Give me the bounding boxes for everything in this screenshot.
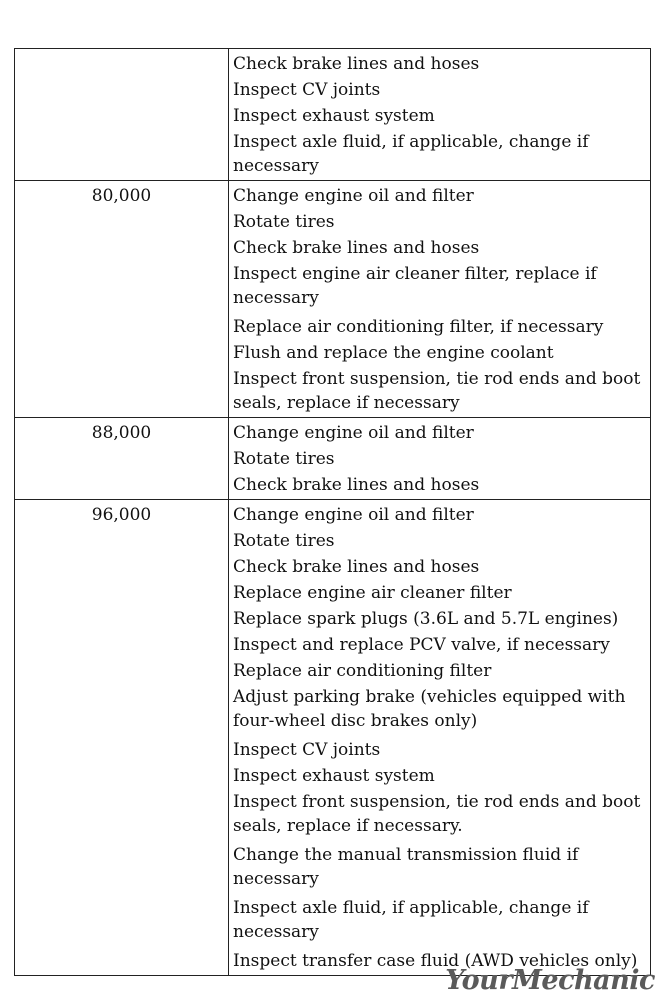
task-item: Inspect exhaust system <box>233 106 435 126</box>
task-item: Replace air conditioning filter <box>233 661 492 681</box>
task-item: Check brake lines and hoses <box>233 475 480 495</box>
task-item: Check brake lines and hoses <box>233 238 480 258</box>
task-item: Inspect engine air cleaner filter, replace if necessary <box>233 264 597 308</box>
task-item: Rotate tires <box>233 449 335 469</box>
maintenance-schedule-table <box>14 48 651 976</box>
schedule-row <box>15 181 651 418</box>
tasks-cell <box>229 181 651 418</box>
schedule-row <box>15 49 651 181</box>
task-item: Replace spark plugs (3.6L and 5.7L engines) <box>233 609 619 629</box>
mileage-cell: 88,000 <box>15 418 229 500</box>
yourmechanic-watermark-logo: YourMechanic <box>445 965 655 996</box>
task-item: Rotate tires <box>233 212 335 232</box>
task-item: Inspect exhaust system <box>233 766 435 786</box>
task-item: Replace air conditioning filter, if necessary <box>233 317 604 337</box>
task-item: Change engine oil and filter <box>233 423 474 443</box>
task-item: Inspect CV joints <box>233 740 381 760</box>
task-item: Flush and replace the engine coolant <box>233 343 554 363</box>
schedule-row <box>15 418 651 500</box>
task-item: Inspect front suspension, tie rod ends and boot seals, replace if necessary. <box>233 792 641 836</box>
tasks-cell <box>229 418 651 500</box>
task-item: Adjust parking brake (vehicles equipped with four-wheel disc brakes only) <box>233 687 626 731</box>
mileage-cell: 96,000 <box>15 500 229 976</box>
task-item: Inspect axle fluid, if applicable, change if necessary <box>233 898 589 942</box>
task-item: Change engine oil and filter <box>233 505 474 525</box>
task-item: Inspect axle fluid, if applicable, change if necessary <box>233 132 589 176</box>
tasks-cell <box>229 500 651 976</box>
task-item: Inspect CV joints <box>233 80 381 100</box>
task-item: Rotate tires <box>233 531 335 551</box>
task-item: Check brake lines and hoses <box>233 557 480 577</box>
task-item: Replace engine air cleaner filter <box>233 583 512 603</box>
task-item: Inspect transfer case fluid (AWD vehicles only) <box>233 951 638 971</box>
task-item: Inspect and replace PCV valve, if necessary <box>233 635 610 655</box>
task-item: Change the manual transmission fluid if necessary <box>233 845 579 889</box>
mileage-cell: 80,000 <box>15 181 229 418</box>
mileage-cell <box>15 49 229 181</box>
task-item: Inspect front suspension, tie rod ends and boot seals, replace if necessary <box>233 369 641 413</box>
task-item: Check brake lines and hoses <box>233 54 480 74</box>
task-item: Change engine oil and filter <box>233 186 474 206</box>
schedule-row <box>15 500 651 976</box>
tasks-cell <box>229 49 651 181</box>
